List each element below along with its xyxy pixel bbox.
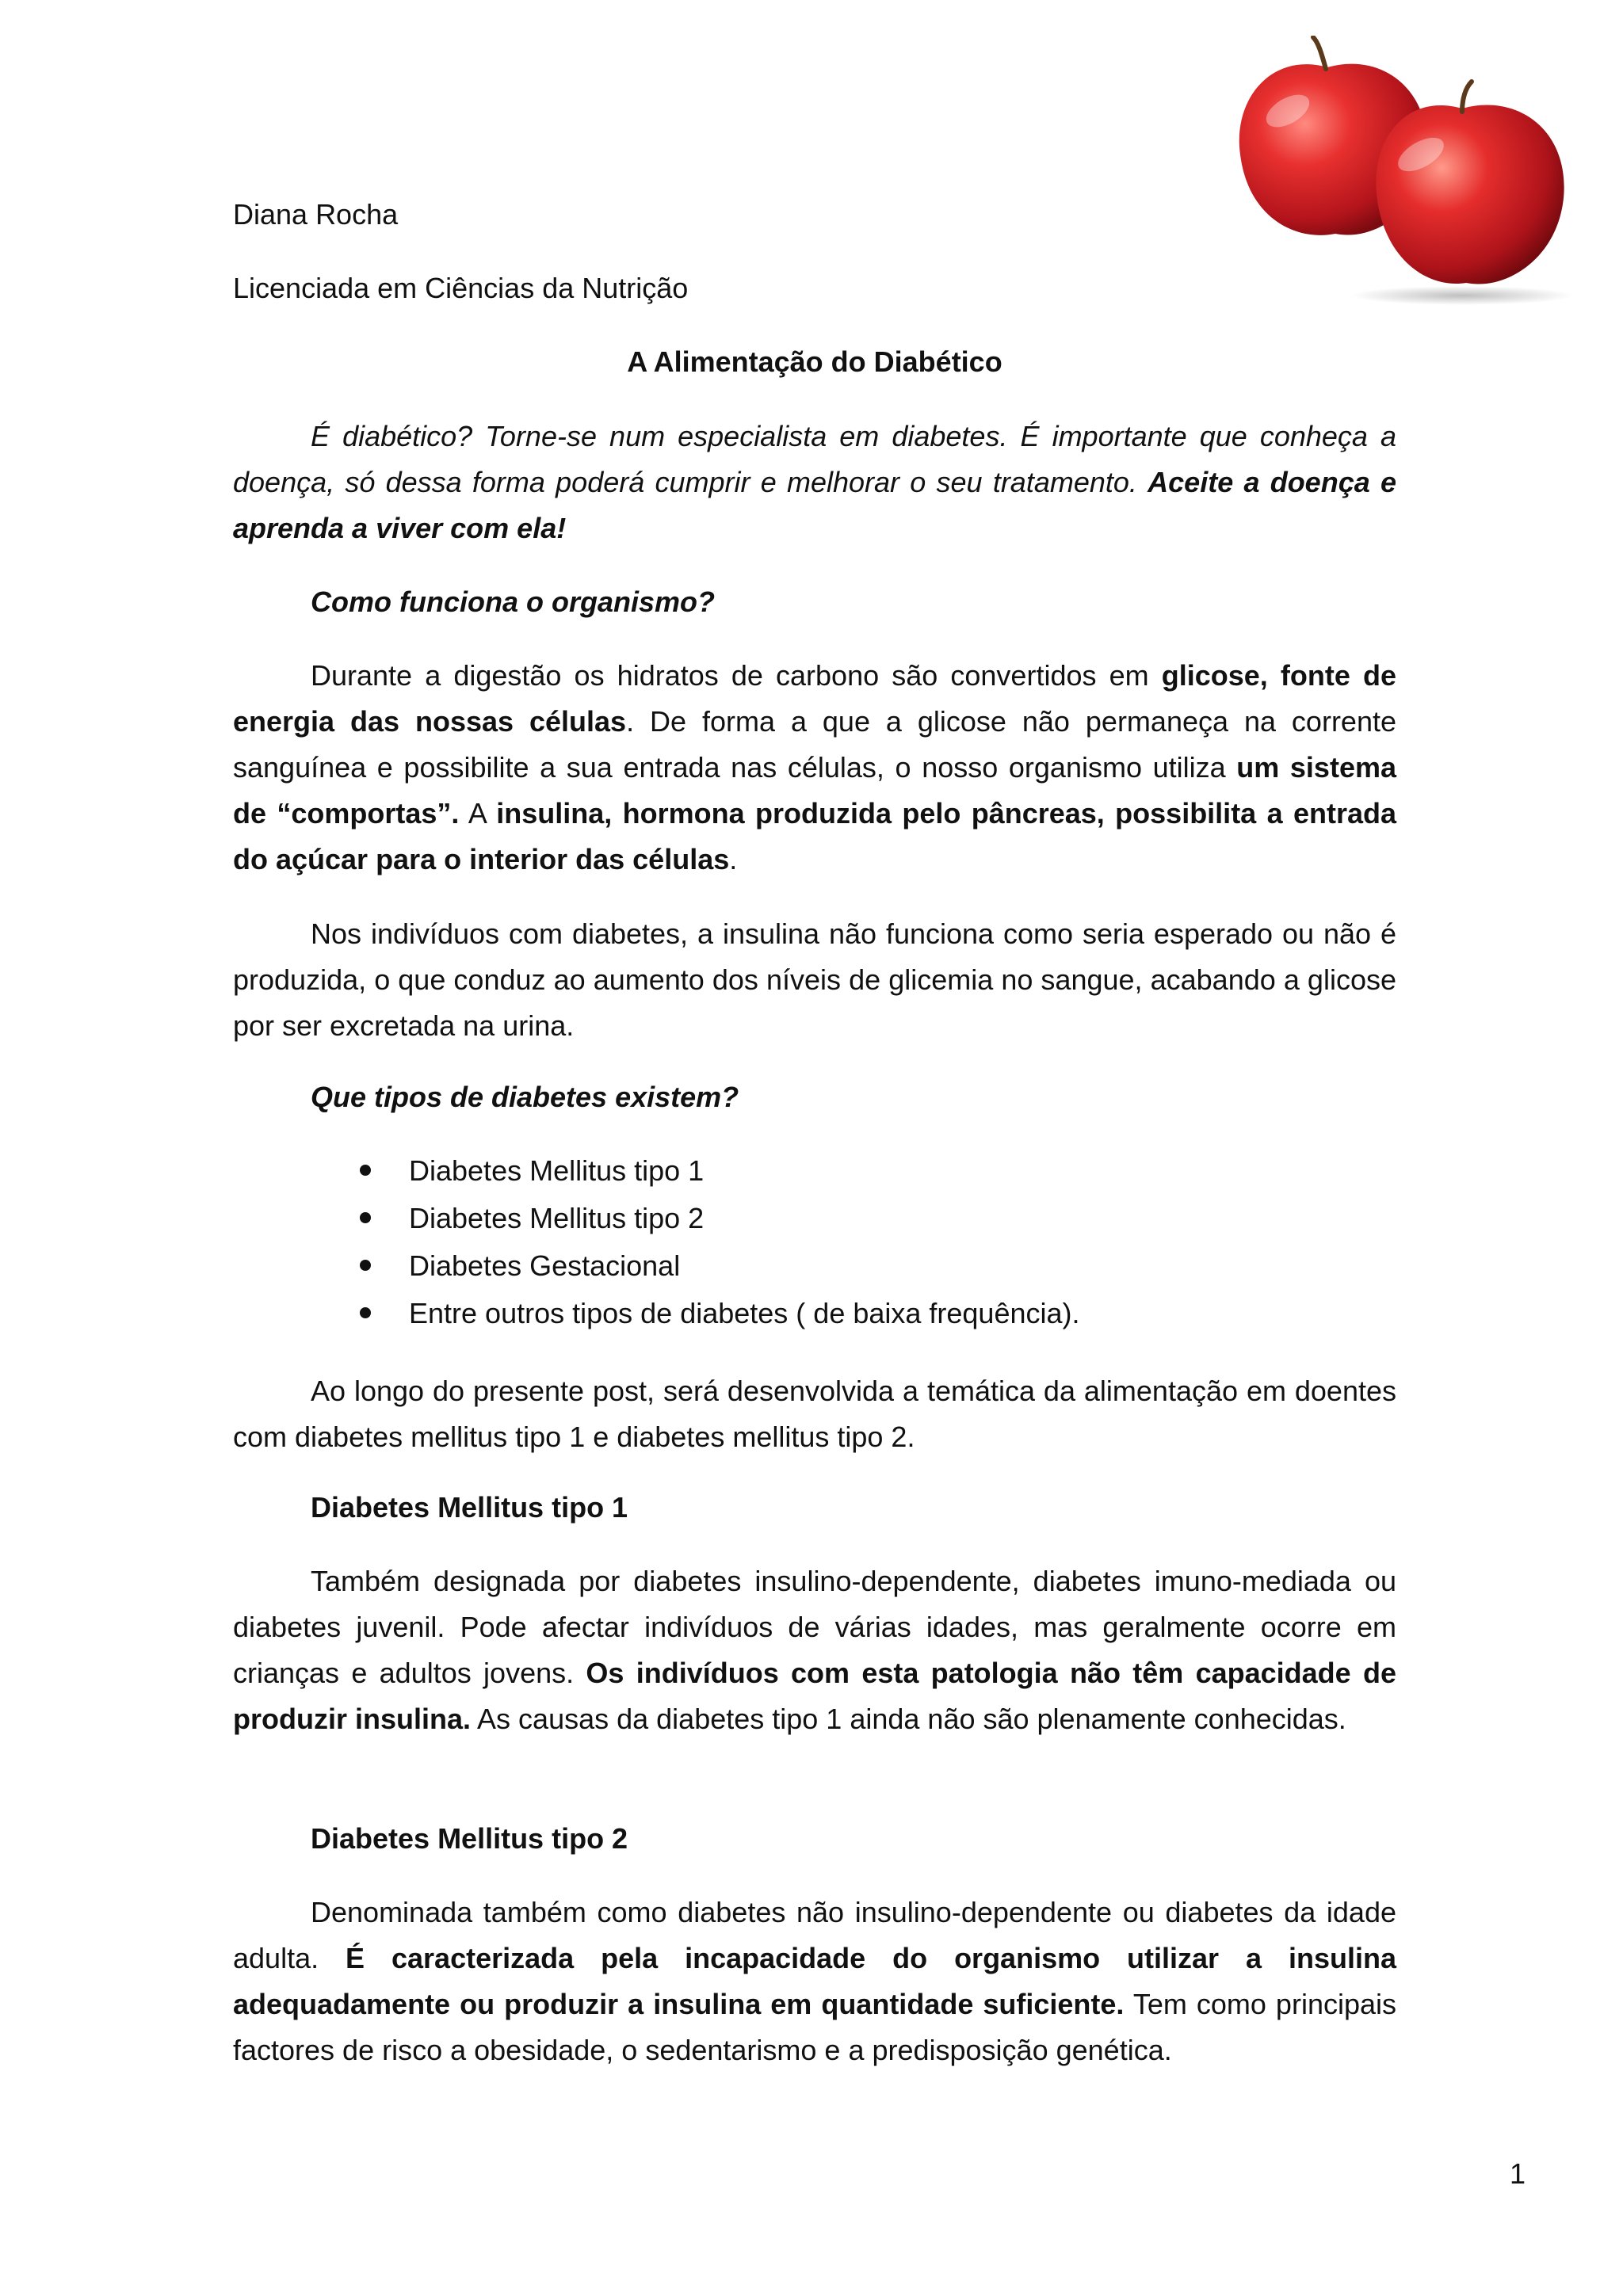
list-item [233, 1147, 1080, 1195]
section-heading-organism: Como funciona o organismo? [311, 585, 715, 618]
page-number: 1 [1510, 2157, 1526, 2190]
text-run: Denominada também como diabetes não insulino-dependente ou diabetes da idade adulta. [233, 1896, 1396, 1974]
bold-run: um sistema de “comportas”. [233, 751, 1396, 830]
text-run: Durante a digestão os hidratos de carbono são convertidos em [311, 659, 1162, 692]
apples-illustration [1224, 36, 1589, 305]
section-heading-type1: Diabetes Mellitus tipo 1 [311, 1491, 628, 1524]
section-heading-type2: Diabetes Mellitus tipo 2 [311, 1822, 628, 1855]
author-credential: Licenciada em Ciências da Nutrição [233, 272, 689, 304]
bullet-icon [360, 1307, 371, 1318]
bullet-icon [360, 1260, 371, 1271]
bold-run: Os indivíduos com esta patologia não têm capacidade de produzir insulina. [233, 1657, 1396, 1735]
text-run: As causas da diabetes tipo 1 ainda não são plenamente conhecidas. [471, 1703, 1346, 1735]
text-run: Tem como principais factores de risco a obesidade, o sedentarismo e a predisposição genética. [233, 1988, 1397, 2066]
bullet-icon [360, 1165, 371, 1176]
list-item-text: Entre outros tipos de diabetes ( de baixa frequência). [409, 1297, 1080, 1329]
organism-paragraph-2: Nos indivíduos com diabetes, a insulina não funciona como seria esperado ou não é produzida, o que conduz ao aumento dos níveis de glicemia no sangue, acabando a glicose por ser excretada na urina. [233, 917, 1396, 1042]
bold-run: glicose, fonte de energia das nossas células [233, 659, 1397, 738]
type2-paragraph [233, 1890, 1396, 2073]
intro-italic-text: É diabético? Torne-se num especialista em diabetes. É importante que conheça a doença, só dessa forma poderá cumprir e melhorar o seu tratamento. [233, 420, 1396, 498]
text-run: Também designada por diabetes insulino-dependente, diabetes imuno-mediada ou diabetes juvenil. Pode afectar indivíduos de várias idades, mas geralmente ocorre em crianças e adultos jovens. [233, 1565, 1396, 1689]
organism-paragraph-1 [233, 653, 1396, 883]
text-run: . [729, 843, 738, 875]
intro-paragraph [233, 414, 1396, 551]
list-item [233, 1195, 1080, 1242]
list-item-text: Diabetes Mellitus tipo 2 [409, 1202, 705, 1234]
diabetes-types-list [233, 1147, 1080, 1337]
bullet-icon [360, 1212, 371, 1223]
types-paragraph: Ao longo do presente post, será desenvolvida a temática da alimentação em doentes com diabetes mellitus tipo 1 e diabetes mellitus tipo 2. [233, 1375, 1396, 1453]
bold-run: É caracterizada pela incapacidade do organismo utilizar a insulina adequadamente ou produzir a insulina em quantidade suficiente. [233, 1942, 1396, 2020]
intro-emphasis: Aceite a doença e aprenda a viver com ela! [233, 466, 1396, 544]
document-title: A Alimentação do Diabético [627, 345, 1002, 378]
list-item [233, 1290, 1080, 1337]
apple-shadow [1351, 286, 1573, 305]
list-item-text: Diabetes Mellitus tipo 1 [409, 1154, 705, 1187]
type1-paragraph [233, 1558, 1396, 1742]
list-item [233, 1242, 1080, 1290]
text-run: . De forma a que a glicose não permaneça na corrente sanguínea e possibilite a sua entrada nas células, o nosso organismo utiliza [233, 705, 1396, 784]
list-item-text: Diabetes Gestacional [409, 1249, 681, 1282]
section-heading-types: Que tipos de diabetes existem? [311, 1081, 739, 1113]
author-name: Diana Rocha [233, 198, 399, 231]
text-run: A [459, 797, 497, 830]
bold-run: insulina, hormona produzida pelo pâncreas, possibilita a entrada do açúcar para o interior das células [233, 797, 1396, 875]
